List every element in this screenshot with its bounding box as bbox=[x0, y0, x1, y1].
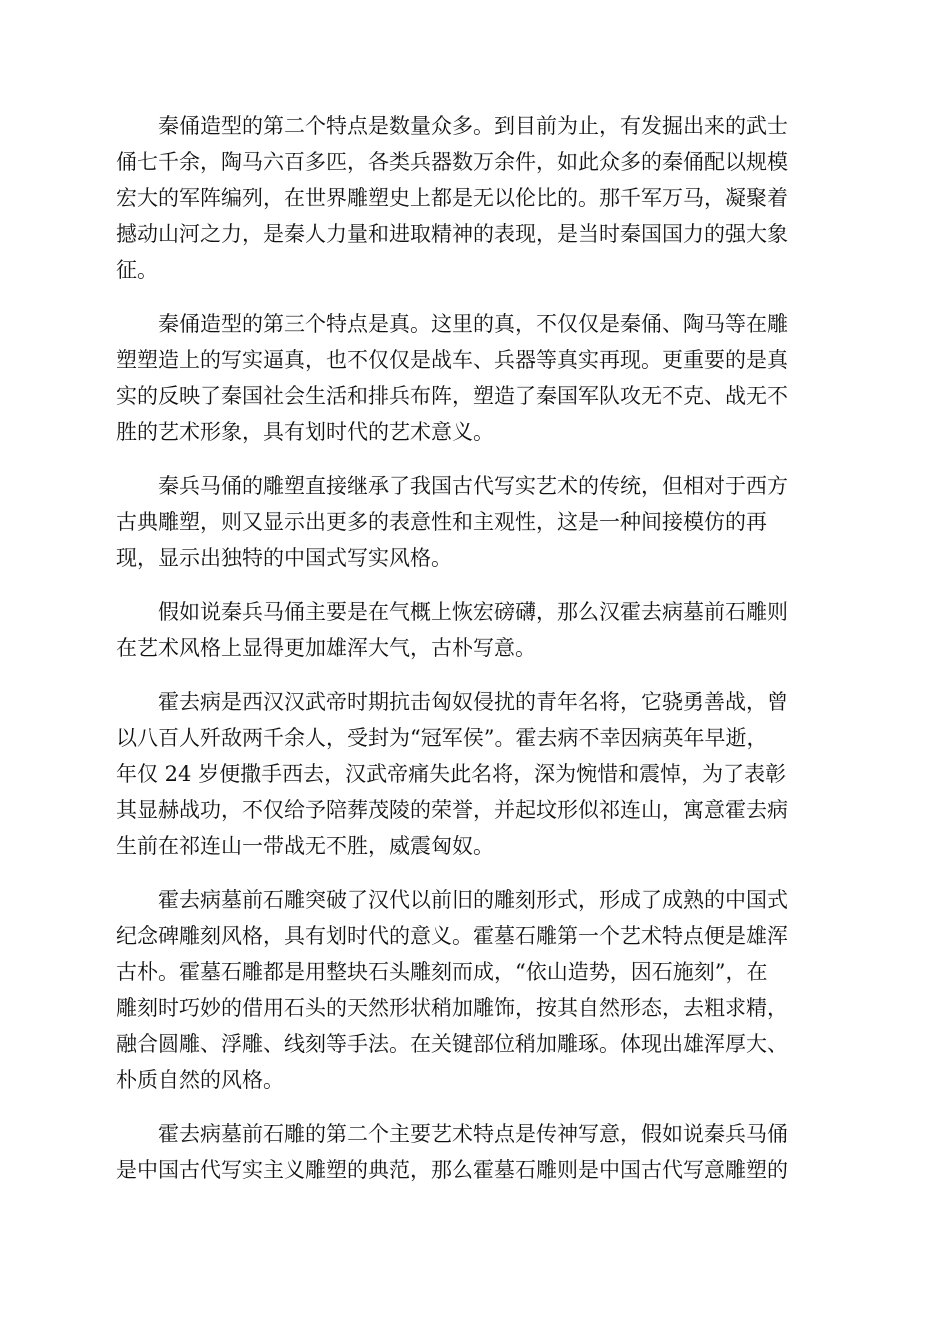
text-line: 霍去病墓前石雕突破了汉代以前旧的雕刻形式，形成了成熟的中国式 bbox=[158, 888, 788, 912]
text-line: 现，显示出独特的中国式写实风格。 bbox=[116, 546, 452, 570]
text-line: 古典雕塑，则又显示出更多的表意性和主观性，这是一种间接模仿的再 bbox=[116, 510, 767, 534]
paragraph-3 bbox=[116, 468, 832, 576]
text-line: 生前在祁连山一带战无不胜，威震匈奴。 bbox=[116, 834, 494, 858]
text-line: 宏大的军阵编列，在世界雕塑史上都是无以伦比的。那千军万马，凝聚着 bbox=[116, 186, 788, 210]
text-line: 俑七千余，陶马六百多匹，各类兵器数万余件，如此众多的秦俑配以规模 bbox=[116, 150, 788, 174]
paragraph-7 bbox=[116, 1116, 832, 1188]
text-line: 胜的艺术形象，具有划时代的艺术意义。 bbox=[116, 420, 494, 444]
text-line: 实的反映了秦国社会生活和排兵布阵，塑造了秦国军队攻无不克、战无不 bbox=[116, 384, 788, 408]
text-line: 征。 bbox=[116, 258, 158, 282]
text-line: 是中国古代写实主义雕塑的典范，那么霍墓石雕则是中国古代写意雕塑的 bbox=[116, 1158, 788, 1182]
text-line: 秦俑造型的第二个特点是数量众多。到目前为止，有发掘出来的武士 bbox=[158, 114, 788, 138]
text-line: 纪念碑雕刻风格，具有划时代的意义。霍墓石雕第一个艺术特点便是雄浑 bbox=[116, 924, 788, 948]
text-line: 朴质自然的风格。 bbox=[116, 1068, 284, 1092]
text-line: 雕刻时巧妙的借用石头的天然形状稍加雕饰，按其自然形态，去粗求精， bbox=[116, 996, 788, 1020]
paragraph-2 bbox=[116, 306, 832, 450]
text-line: 秦兵马俑的雕塑直接继承了我国古代写实艺术的传统，但相对于西方 bbox=[158, 474, 788, 498]
text-line: 假如说秦兵马俑主要是在气概上恢宏磅礴，那么汉霍去病墓前石雕则 bbox=[158, 600, 788, 624]
document-page bbox=[116, 108, 832, 1206]
paragraph-1 bbox=[116, 108, 832, 288]
paragraph-6 bbox=[116, 882, 832, 1098]
text-line: 撼动山河之力，是秦人力量和进取精神的表现，是当时秦国国力的强大象 bbox=[116, 222, 788, 246]
text-line: 古朴。霍墓石雕都是用整块石头雕刻而成，“依山造势，因石施刻”，在 bbox=[116, 960, 768, 984]
text-line: 年仅 24 岁便撒手西去，汉武帝痛失此名将，深为惋惜和震悼，为了表彰 bbox=[116, 762, 787, 786]
text-line: 霍去病墓前石雕的第二个主要艺术特点是传神写意，假如说秦兵马俑 bbox=[158, 1122, 788, 1146]
paragraph-4 bbox=[116, 594, 832, 666]
text-line: 融合圆雕、浮雕、线刻等手法。在关键部位稍加雕琢。体现出雄浑厚大、 bbox=[116, 1032, 788, 1056]
text-line: 以八百人歼敌两千余人，受封为“冠军侯”。霍去病不幸因病英年早逝， bbox=[116, 726, 768, 750]
text-line: 霍去病是西汉汉武帝时期抗击匈奴侵扰的青年名将，它骁勇善战，曾 bbox=[158, 690, 788, 714]
text-line: 塑塑造上的写实逼真，也不仅仅是战车、兵器等真实再现。更重要的是真 bbox=[116, 348, 788, 372]
text-line: 其显赫战功，不仅给予陪葬茂陵的荣誉，并起坟形似祁连山，寓意霍去病 bbox=[116, 798, 788, 822]
paragraph-5 bbox=[116, 684, 832, 864]
text-line: 秦俑造型的第三个特点是真。这里的真，不仅仅是秦俑、陶马等在雕 bbox=[158, 312, 788, 336]
text-line: 在艺术风格上显得更加雄浑大气，古朴写意。 bbox=[116, 636, 536, 660]
